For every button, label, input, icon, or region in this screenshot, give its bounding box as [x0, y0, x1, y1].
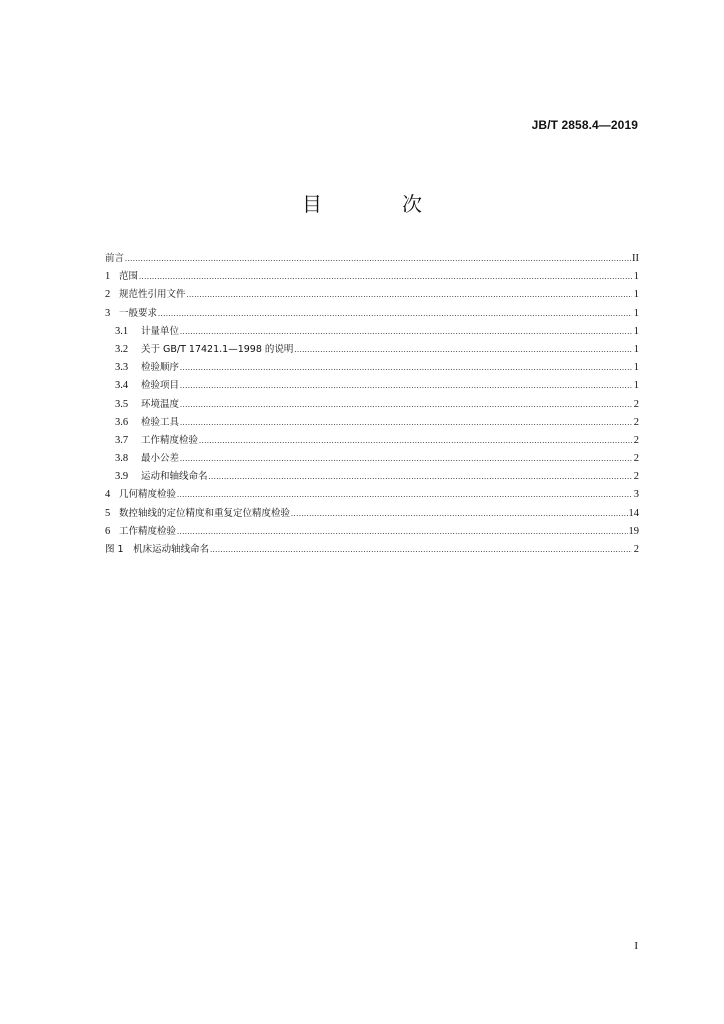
- toc-entry-page: 2: [633, 544, 639, 555]
- toc-entry-title: 规范性引用文件: [119, 289, 186, 301]
- toc-entry[interactable]: [105, 359, 639, 377]
- toc-entry-number: 3.9: [115, 471, 129, 483]
- page-title: 目 次: [302, 192, 452, 216]
- toc-dot-leader: [180, 359, 632, 377]
- toc-entry[interactable]: [105, 250, 639, 268]
- toc-entry-title: 几何精度检验: [119, 489, 177, 501]
- toc-dot-leader: [125, 250, 631, 268]
- toc-entry-number: 3.6: [115, 416, 129, 428]
- toc-entry[interactable]: [105, 505, 639, 523]
- toc-entry-page: 19: [628, 525, 639, 537]
- toc-entry-number: 3.1: [115, 325, 129, 337]
- toc-dot-leader: [180, 396, 632, 414]
- toc-entry-page: 2: [633, 471, 639, 483]
- toc-entry-page: 1: [633, 289, 639, 301]
- toc-entry-page: 2: [633, 434, 639, 446]
- toc-entry[interactable]: [105, 523, 639, 541]
- toc-entry[interactable]: [105, 468, 639, 486]
- toc-dot-leader: [180, 377, 632, 395]
- toc-entry[interactable]: [105, 432, 639, 450]
- toc-entry-title: 数控轴线的定位精度和重复定位精度检验: [119, 507, 291, 519]
- toc-dot-leader: [158, 305, 632, 323]
- toc-entry-page: 1: [633, 271, 639, 283]
- toc-entry-title: 检验工具: [141, 416, 180, 428]
- toc-entry-number: 1: [105, 271, 111, 283]
- toc-entry-title: 运动和轴线命名: [141, 471, 208, 483]
- toc-entry[interactable]: [105, 450, 639, 468]
- toc-entry-number: 5: [105, 507, 111, 519]
- toc-entry-title: 范围: [119, 271, 139, 283]
- toc-entry[interactable]: [105, 541, 639, 559]
- toc-entry-page: 2: [633, 416, 639, 428]
- toc-dot-leader: [177, 486, 632, 504]
- toc-entry-page: 2: [633, 398, 639, 410]
- toc-dot-leader: [177, 523, 627, 541]
- toc-entry-page: 2: [633, 453, 639, 465]
- toc-entry-number: 3.7: [115, 434, 129, 446]
- toc-entry-page: II: [632, 253, 639, 264]
- toc-entry-number: 6: [105, 525, 111, 537]
- toc-entry-title: 环境温度: [141, 398, 180, 410]
- toc-entry[interactable]: [105, 396, 639, 414]
- toc-entry-page: 1: [633, 362, 639, 374]
- toc-dot-leader: [180, 450, 632, 468]
- toc-entry-title: 计量单位: [141, 325, 180, 337]
- page-number: I: [634, 940, 638, 952]
- toc-entry-page: 1: [633, 307, 639, 319]
- toc-dot-leader: [180, 323, 632, 341]
- toc-entry-title: 一般要求: [119, 307, 158, 319]
- toc-dot-leader: [210, 541, 632, 559]
- toc-entry[interactable]: [105, 286, 639, 304]
- toc-entry-title: 前言: [105, 253, 125, 264]
- toc-entry-title: 最小公差: [141, 453, 180, 465]
- toc-dot-leader: [199, 432, 632, 450]
- standard-code: JB/T 2858.4—2019: [531, 118, 638, 132]
- toc-entry-number: 3.2: [115, 343, 129, 355]
- toc-entry-page: 3: [633, 489, 639, 501]
- toc-entry-page: 1: [633, 343, 639, 355]
- toc-entry-number: 3: [105, 307, 111, 319]
- toc-entry-number: 2: [105, 289, 111, 301]
- toc-dot-leader: [294, 341, 632, 359]
- toc-entry-page: 1: [633, 380, 639, 392]
- toc-entry-title: 工作精度检验: [119, 525, 177, 537]
- toc-entry-title: 图 1 机床运动轴线命名: [105, 544, 210, 555]
- toc-entry[interactable]: [105, 268, 639, 286]
- toc-entry-number: 3.4: [115, 380, 129, 392]
- toc-entry-number: 4: [105, 489, 111, 501]
- toc-entry-title: 关于 GB/T 17421.1—1998 的说明: [141, 343, 294, 355]
- toc-entry-title: 检验顺序: [141, 362, 180, 374]
- toc-entry-number: 3.3: [115, 362, 129, 374]
- toc-dot-leader: [209, 468, 632, 486]
- toc-dot-leader: [139, 268, 632, 286]
- toc-entry-title: 检验项目: [141, 380, 180, 392]
- toc-entry[interactable]: [105, 377, 639, 395]
- toc-dot-leader: [291, 505, 627, 523]
- toc-dot-leader: [187, 286, 632, 304]
- toc-entry-number: 3.8: [115, 453, 129, 465]
- toc-entry[interactable]: [105, 486, 639, 504]
- toc-entry-number: 3.5: [115, 398, 129, 410]
- toc-entry[interactable]: [105, 323, 639, 341]
- toc-entry-page: 14: [628, 507, 639, 519]
- toc-entry[interactable]: [105, 341, 639, 359]
- toc-entry-title: 工作精度检验: [141, 434, 199, 446]
- toc-entry-page: 1: [633, 325, 639, 337]
- table-of-contents: [105, 250, 639, 559]
- toc-entry[interactable]: [105, 414, 639, 432]
- toc-entry[interactable]: [105, 305, 639, 323]
- toc-dot-leader: [180, 414, 632, 432]
